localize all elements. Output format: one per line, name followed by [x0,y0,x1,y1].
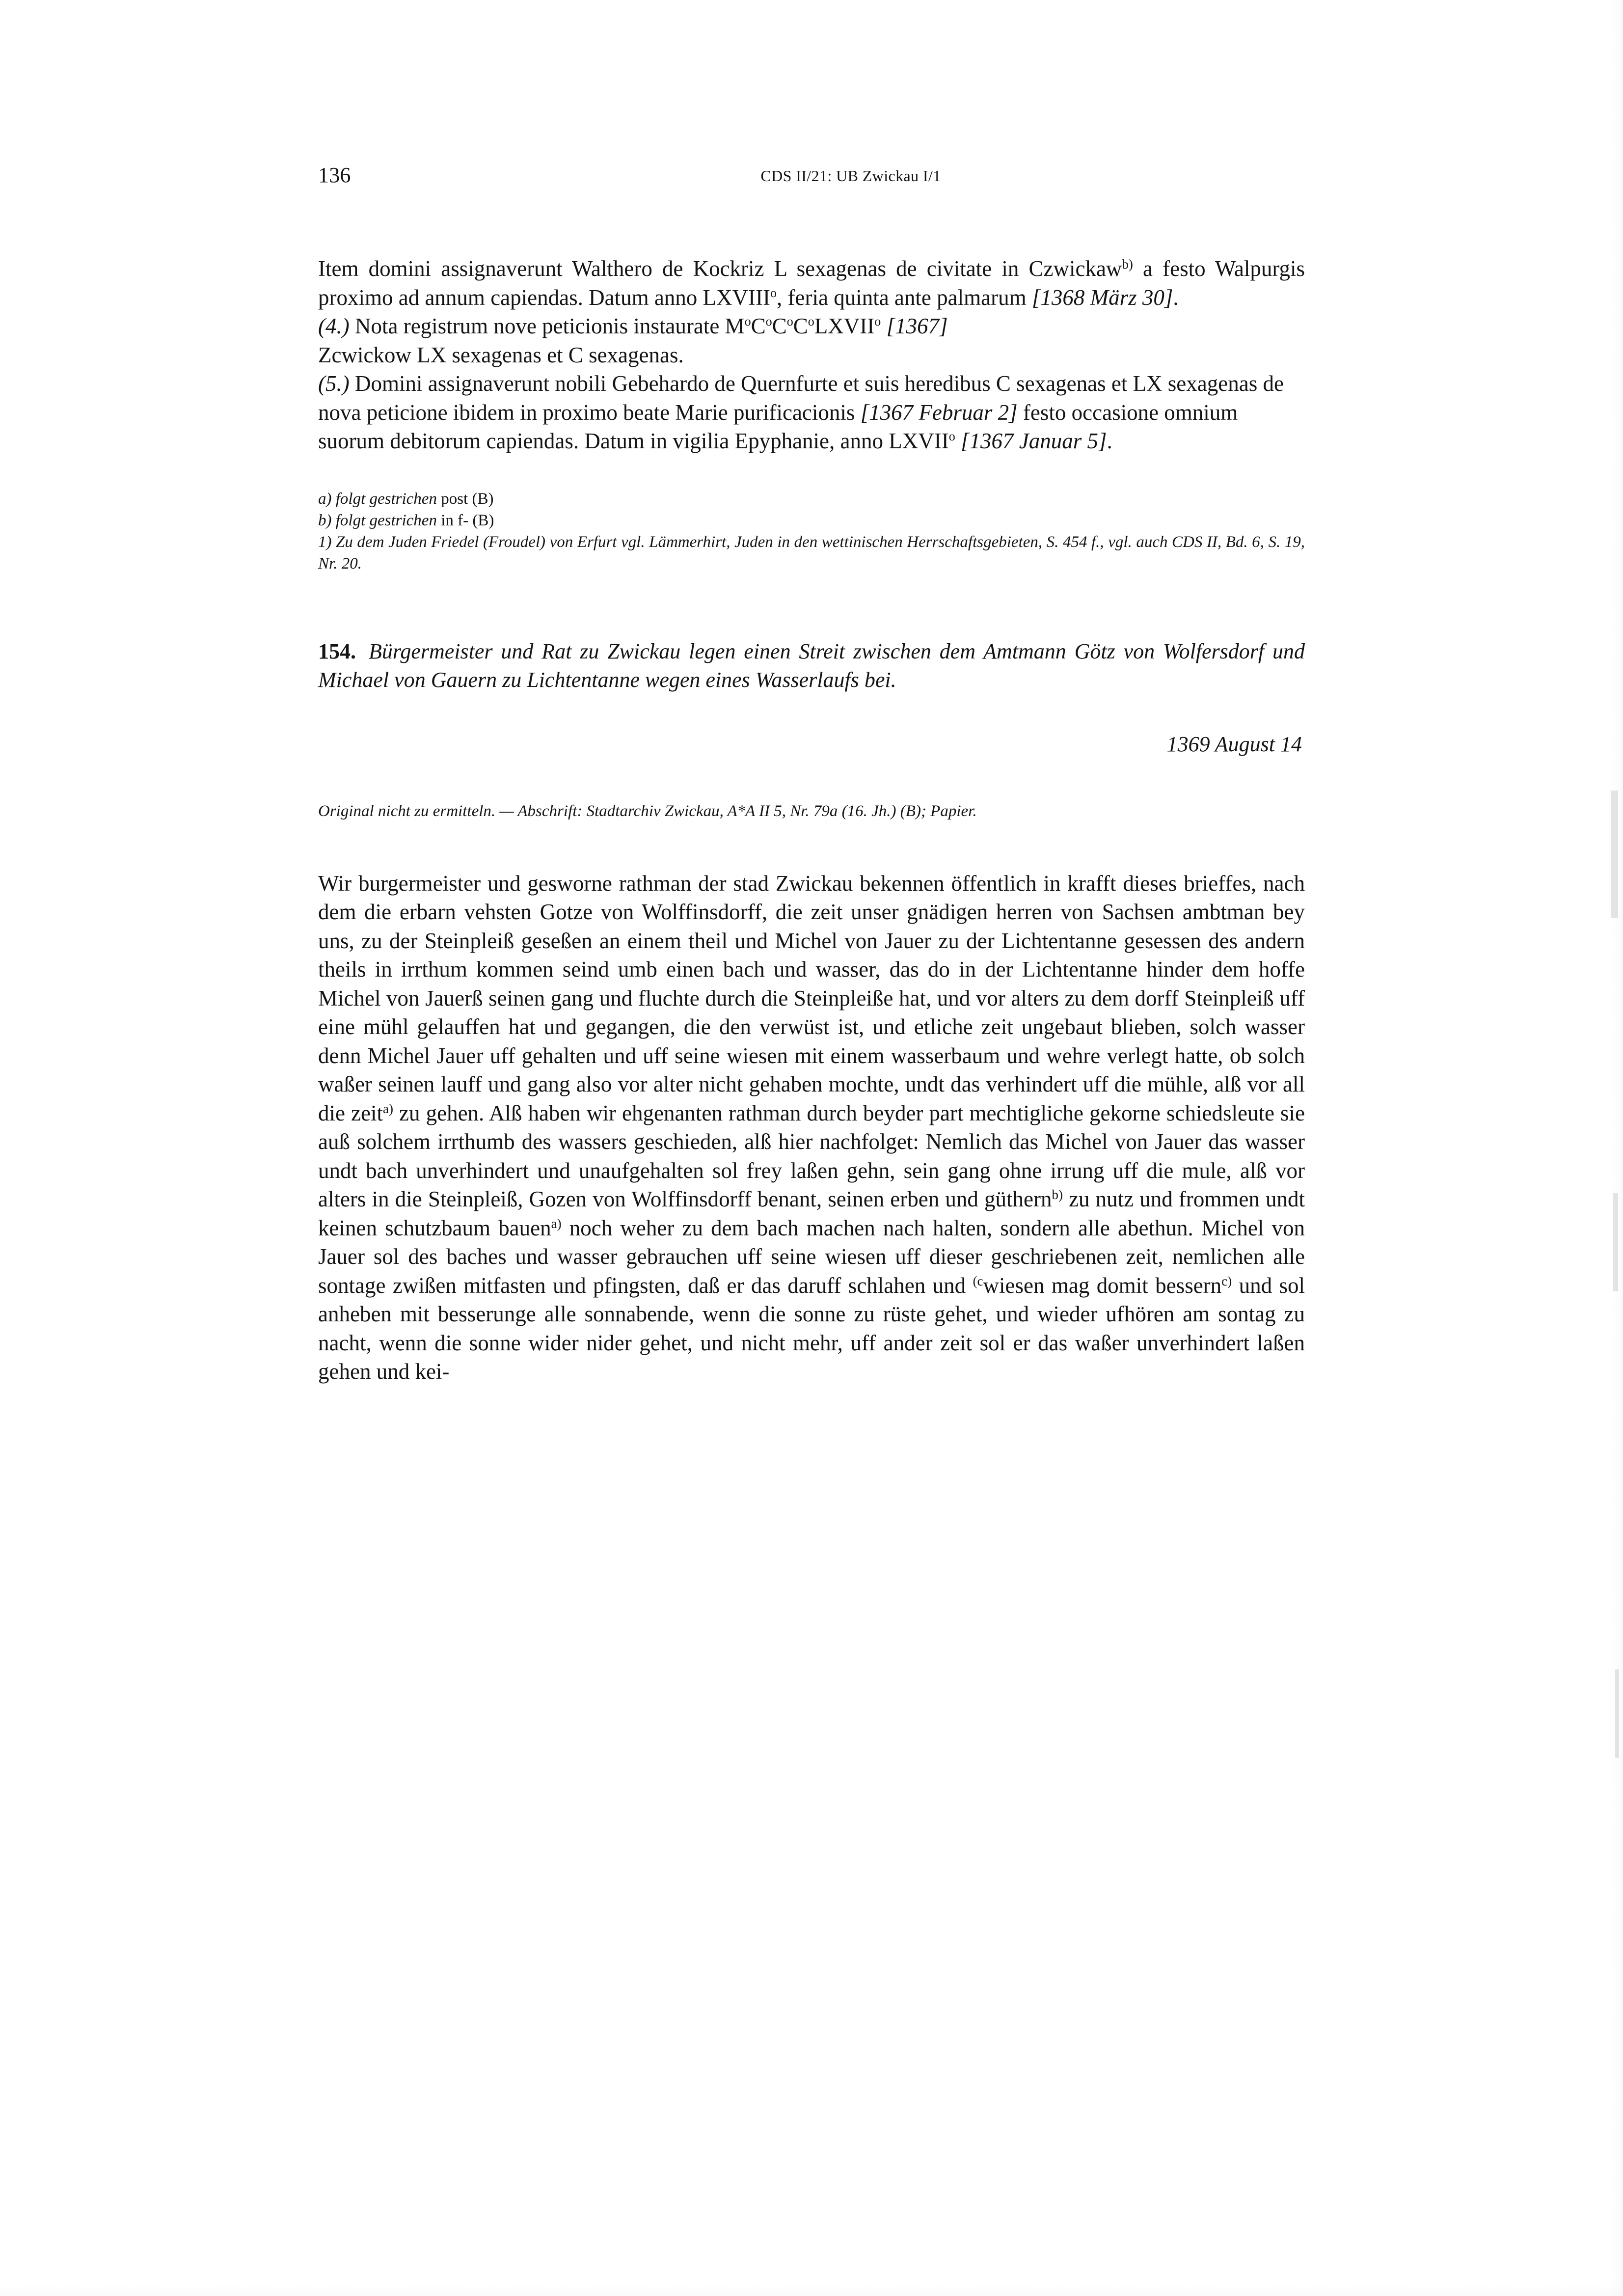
footnote-reference-marker: a) [551,1216,562,1231]
source-roman-text: zu nutz und frommen undt keinen schutzbaum bauen [318,1187,1305,1240]
roman-numeral-ordinal-marker: o [948,429,955,443]
latin-paragraph [318,312,1305,341]
document-provenance: Original nicht zu ermitteln. — Abschrift: Stadtarchiv Zwickau, A*A II 5, Nr. 79a (16. Jh.) (B); Papier. [318,802,977,820]
roman-numeral-ordinal-marker: o [765,314,772,328]
source-roman-text: Domini assignaverunt nobili Gebehardo de Quernfurte et suis heredibus C sexagenas et LX sexagenas de nova peticione ibidem in proximo beate Marie purificacionis [318,371,1284,425]
running-head [318,162,1305,200]
source-roman-text: und sol anheben mit besserunge alle sonnabende, wenn die sonne zu rüste gehet, und wieder ufhören am sontag zu nacht, wenn die sonne wider nider gehet, und nicht mehr, uff ander zeit sol er das waßer unverhindert laßen gehen und kei- [318,1273,1305,1384]
editorial-italic-text: (4.) [318,314,350,338]
footnote-reference-marker: c) [1221,1273,1232,1288]
source-roman-text: in f- (B) [441,511,494,529]
source-roman-text: Wir burgermeister und gesworne rathman der stad Zwickau bekennen öffentlich in krafft dieses brieffes, nach dem die erbarn vehsten Gotze von Wolffinsdorff, die zeit unser gnädigen herren von Sachsen ambtman bey uns, zu der Steinpleiß geseßen an einem theil und Michel von Jauer zu der Lichtentanne gesessen des andern theils in irrthum kommen seind umb einen bach und wasser, das do in der Lichtentanne hinder dem hoffe Michel von Jauerß seinen gang und fluchte durch die Steinpleiße hat, und vor alters zu dem dorff Steinpleiß uff eine mühl gelauffen hat und gegangen, die den verwüst ist, und etliche zeit ungebaut blieben, solch wasser denn Michel Jauer uff gehalten und uff seine wiesen mit einem wasserbaum und wehre verlegt hatte, ob solch waßer seinen lauff und gang also vor alter nicht gehaben mochte, undt das verhindert uff die mühle, alß vor all die zeit [318,871,1305,1125]
source-roman-text: noch weher zu dem bach machen nach halten, sondern alle abethun. Michel von Jauer sol des baches und wasser gebrauchen uff seine wiesen uff dieser geschriebenen zeit, nemlichen alle sontage zwißen mitfasten und pfingsten, daß er das daruff schlahen und [318,1215,1305,1298]
editorial-italic-text: [1367 Januar 5] [961,429,1107,453]
footnote-reference-marker: a) [383,1101,393,1116]
source-roman-text: LXVII [814,314,875,338]
source-roman-text: (B) [472,490,494,508]
footnote-opening-marker: (c [973,1273,983,1288]
source-roman-text: . [1107,429,1112,453]
source-roman-text: C [772,314,787,338]
document-number: 154. [318,639,356,663]
document-heading [318,637,1305,694]
source-roman-text: festo occasione omnium suorum debitorum capiendas. Datum in vigilia Epyphanie, anno LXVII [318,400,1238,453]
source-roman-text: C [793,314,808,338]
source-roman-text: Zcwickow LX sexagenas et C sexagenas. [318,342,684,367]
roman-numeral-ordinal-marker: o [874,314,881,328]
document-regest-text: Bürgermeister und Rat zu Zwickau legen einen Streit zwischen dem Amtmann Götz von Wolfersdorf und Michael von Gauern zu Lichtentanne wegen eines Wasserlaufs bei. [318,639,1305,692]
latin-paragraph [318,341,1305,370]
source-roman-text: wiesen mag domit bessern [983,1273,1222,1298]
latin-paragraph [318,254,1305,312]
document-regest [318,637,1305,694]
roman-numeral-ordinal-marker: o [786,314,793,328]
scan-tick-mark [1611,791,1618,918]
scan-tick-mark [1615,1669,1619,1758]
roman-numeral-ordinal-marker: o [808,314,814,328]
source-roman-text: C [751,314,766,338]
charter-paragraph [318,869,1305,1386]
source-roman-text: Nota registrum nove peticionis instaurate M [349,314,745,338]
apparatus-note [318,510,1305,531]
roman-numeral-ordinal-marker: o [770,285,777,300]
editorial-italic-text: (5.) [318,371,350,396]
source-roman-text [881,314,886,338]
apparatus-note [318,488,1305,510]
editorial-italic-text: 1) Zu dem Juden Friedel (Froudel) von Erfurt vgl. Lämmerhirt, Juden in den wettinischen Herrschaftsgebieten, S. 454 f., vgl. auch CDS II, Bd. 6, S. 19, Nr. 20. [318,533,1305,573]
source-roman-text: Item domini assignaverunt Walthero de Kockriz L sexagenas de civitate in Czwickaw [318,256,1122,281]
editorial-italic-text: [1367] [886,314,948,338]
source-roman-text: , feria quinta ante palmarum [777,285,1032,310]
german-charter-text [318,869,1305,1386]
folio-number: 136 [318,163,351,187]
page-content [318,162,1305,1386]
source-roman-text: post [441,490,472,508]
scan-edge-artifact-bottom [0,2284,1623,2296]
footnote-reference-marker: b) [1122,256,1133,272]
scan-edge-artifact-right [1610,0,1623,2296]
source-roman-text: a festo Walpurgis proximo ad annum capiendas. Datum anno LXVIII [318,256,1305,310]
source-roman-text: zu gehen. Alß haben wir ehgenanten rathman durch beyder part mechtigliche gekorne schiedsleute sie auß solchem irrthumb des wassers geschieden, alß hier nachfolget: Nemlich das Michel von Jauer das wasser undt bach unverhindert und unaufgehalten sol frey laßen gehn, sein gang ohne irrung uff die mule, alß vor alters in die Steinpleiß, Gozen von Wolffinsdorff benant, seinen erben und güthern [318,1100,1305,1211]
footnote-reference-marker: b) [1052,1187,1063,1202]
critical-apparatus [318,488,1305,574]
apparatus-note [318,531,1305,574]
roman-numeral-ordinal-marker: o [744,314,751,328]
document-date: 1369 August 14 [1166,732,1302,756]
editorial-italic-text: [1367 Februar 2] [860,400,1018,425]
scan-tick-mark [1613,1193,1618,1291]
running-title: CDS II/21: UB Zwickau I/1 [760,167,941,185]
editorial-italic-text: [1368 März 30] [1031,285,1173,310]
latin-paragraph [318,369,1305,456]
editorial-italic-text: b) folgt gestrichen [318,511,441,529]
editorial-italic-text: a) folgt gestrichen [318,490,441,508]
source-roman-text: . [1173,285,1179,310]
source-roman-text [955,429,961,453]
latin-edition-text [318,254,1305,456]
